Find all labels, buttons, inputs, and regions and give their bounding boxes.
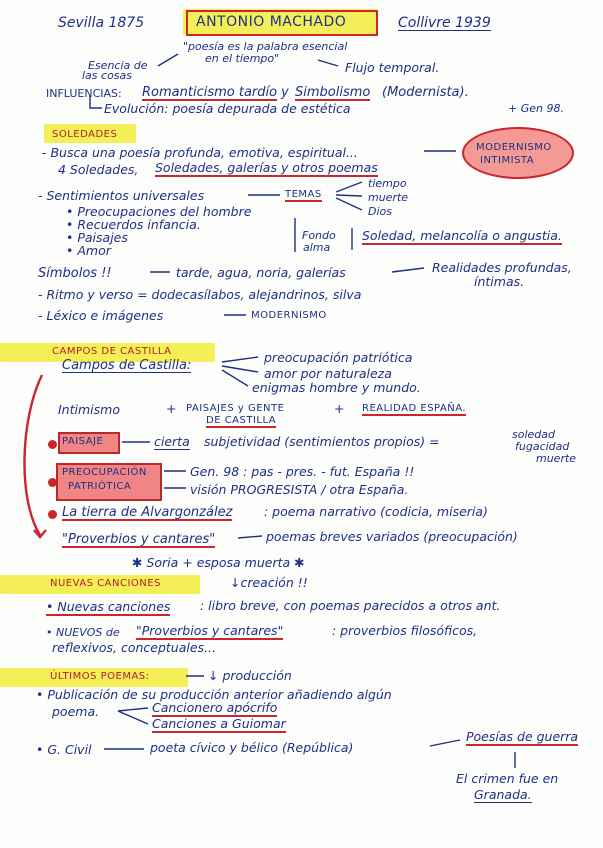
temas: TEMAS (285, 189, 322, 200)
nuevas-l1b: : libro breve, con poemas parecidos a otros ant. (200, 598, 501, 613)
arrow-campos-2 (222, 366, 258, 372)
nuevas-l2b: "Proverbios y cantares" (136, 623, 284, 638)
campos-p1: preocupación patriótica (264, 350, 413, 365)
intimismo: Intimismo (58, 402, 120, 417)
soledades-line2a: 4 Soledades, (58, 162, 139, 177)
arrow-proverbios (238, 536, 262, 538)
tema-tiempo: tiempo (368, 177, 407, 190)
nuevas-l3: reflexivos, conceptuales... (52, 640, 216, 655)
crimen-line1: El crimen fue en (456, 771, 559, 786)
arrow-temas-muerte (336, 195, 362, 196)
muerte: muerte (536, 452, 577, 465)
gen98: Gen. 98 : pas - pres. - fut. España !! (190, 464, 415, 479)
badge-line2: INTIMISTA (480, 155, 535, 166)
nuevas-heading: NUEVAS CANCIONES (50, 578, 161, 589)
mas-2: + (334, 401, 345, 416)
arrow-esencia (158, 54, 178, 66)
proverbios-texto: poemas breves variados (preocupación) (266, 529, 518, 544)
preocupacion-line1: PREOCUPACIÓN (62, 467, 147, 478)
arrow-flujo (318, 60, 338, 66)
campos-heading: CAMPOS DE CASTILLA (52, 346, 172, 357)
fondo-line1: Fondo (302, 229, 336, 242)
soledades-heading: SOLEDADES (52, 129, 118, 140)
quote-line1: "poesía es la palabra esencial (183, 40, 348, 53)
lexico: - Léxico e imágenes (38, 308, 164, 323)
tierra-texto: : poema narrativo (codicia, miseria) (264, 504, 488, 519)
soria: ✱ Soria + esposa muerta ✱ (132, 555, 305, 570)
influencias-label: INFLUENCIAS: (46, 87, 122, 100)
gen98-influencia: + Gen 98. (508, 102, 564, 115)
soledad: soledad (512, 428, 555, 441)
paisajes-gente: PAISAJES y GENTE (186, 403, 285, 414)
campos-title: Campos de Castilla: (62, 358, 192, 373)
soledades-line2b: Soledades, galerías y otros poemas (155, 160, 378, 175)
arrow-canciones (118, 711, 148, 724)
flujo-temporal: Flujo temporal. (345, 60, 440, 75)
realidades-line1: Realidades profundas, (432, 260, 572, 275)
red-bracket-campos (24, 375, 42, 535)
campos-p3: enigmas hombre y mundo. (252, 380, 421, 395)
soledades-line1: - Busca una poesía profunda, emotiva, espiritual... (42, 145, 358, 160)
subjetividad: subjetividad (sentimientos propios) = (204, 434, 440, 449)
simbolismo: Simbolismo (295, 85, 371, 100)
sentimientos: - Sentimientos universales (38, 188, 205, 203)
arrow-temas-tiempo (336, 182, 362, 192)
arrow-cancionero (118, 708, 148, 711)
campos-p2: amor por naturaleza (264, 366, 392, 381)
bullet-preocupaciones: • Preocupaciones del hombre (66, 204, 252, 219)
tema-muerte: muerte (368, 191, 409, 204)
ultimos-l2: poema. (52, 704, 100, 719)
quote-line2: en el tiempo" (205, 52, 280, 65)
poeta-civico: poeta cívico y bélico (República) (150, 740, 354, 755)
tierra: La tierra de Alvargonzález (62, 505, 233, 520)
nuevas-l2c: : proverbios filosóficos, (332, 623, 478, 638)
ultimos-heading: ÚLTIMOS POEMAS: (50, 671, 150, 682)
preocupacion-line2: PATRIÓTICA (68, 481, 132, 492)
death-place: Collivre 1939 (398, 15, 491, 31)
vision: visión PROGRESISTA / otra España. (190, 482, 409, 497)
de-castilla: DE CASTILLA (206, 415, 277, 426)
fondo-line2: alma (303, 241, 331, 254)
fondo-texto: Soledad, melancolía o angustia. (362, 228, 562, 243)
page-title: ANTONIO MACHADO (196, 14, 347, 30)
cancionero: Cancionero apócrifo (152, 700, 278, 715)
canciones-guiomar: Canciones a Guiomar (152, 716, 286, 731)
esencia-line2: las cosas (82, 69, 133, 82)
evolucion: Evolución: poesía depurada de estética (104, 101, 351, 116)
gcivil: • G. Civil (36, 742, 92, 757)
nuevas-flecha: ↓creación !! (230, 575, 308, 590)
ultimos-l1: • Publicación de su producción anterior añadiendo algún (36, 687, 392, 702)
simbolos-texto: tarde, agua, noria, galerías (176, 265, 346, 280)
romanticismo: Romanticismo tardío (142, 85, 278, 100)
realidad-espana: REALIDAD ESPAÑA. (362, 403, 467, 414)
arrow-evolucion (90, 96, 102, 108)
bullet-amor: • Amor (66, 243, 111, 258)
nuevas-l1a: • Nuevas canciones (46, 599, 171, 614)
realidades-line2: íntimas. (474, 274, 525, 289)
badge-line1: MODERNISMO (476, 142, 552, 153)
arrow-campos-1 (222, 357, 258, 362)
simbolos: Símbolos !! (38, 266, 112, 281)
paisaje-label: PAISAJE (62, 436, 104, 447)
ritmo: - Ritmo y verso = dodecasílabos, alejandrinos, silva (38, 287, 362, 302)
bullet-paisajes: • Paisajes (66, 230, 128, 245)
arrow-campos-3 (222, 370, 248, 386)
cierta: cierta (154, 434, 190, 449)
bullet-recuerdos: • Recuerdos infancia. (66, 217, 201, 232)
ultimos-flecha: ↓ producción (208, 668, 292, 683)
crimen-line2: Granada. (474, 787, 532, 802)
arrow-poesias (430, 740, 460, 746)
mas-1: + (166, 401, 177, 416)
nuevas-l2a: • NUEVOS de (46, 626, 120, 639)
esencia-line1: Esencia de (88, 59, 148, 72)
influencias-y: y (281, 85, 289, 100)
modernista: (Modernista). (382, 85, 469, 100)
arrow-realidades (392, 268, 424, 272)
poesias-guerra: Poesías de guerra (466, 729, 579, 744)
birth-place: Sevilla 1875 (58, 15, 145, 31)
fugacidad: fugacidad (515, 440, 570, 453)
tema-dios: Dios (368, 205, 392, 218)
proverbios: "Proverbios y cantares" (62, 532, 216, 547)
lexico-modernismo: MODERNISMO (251, 310, 327, 321)
arrow-temas-dios (336, 198, 362, 210)
